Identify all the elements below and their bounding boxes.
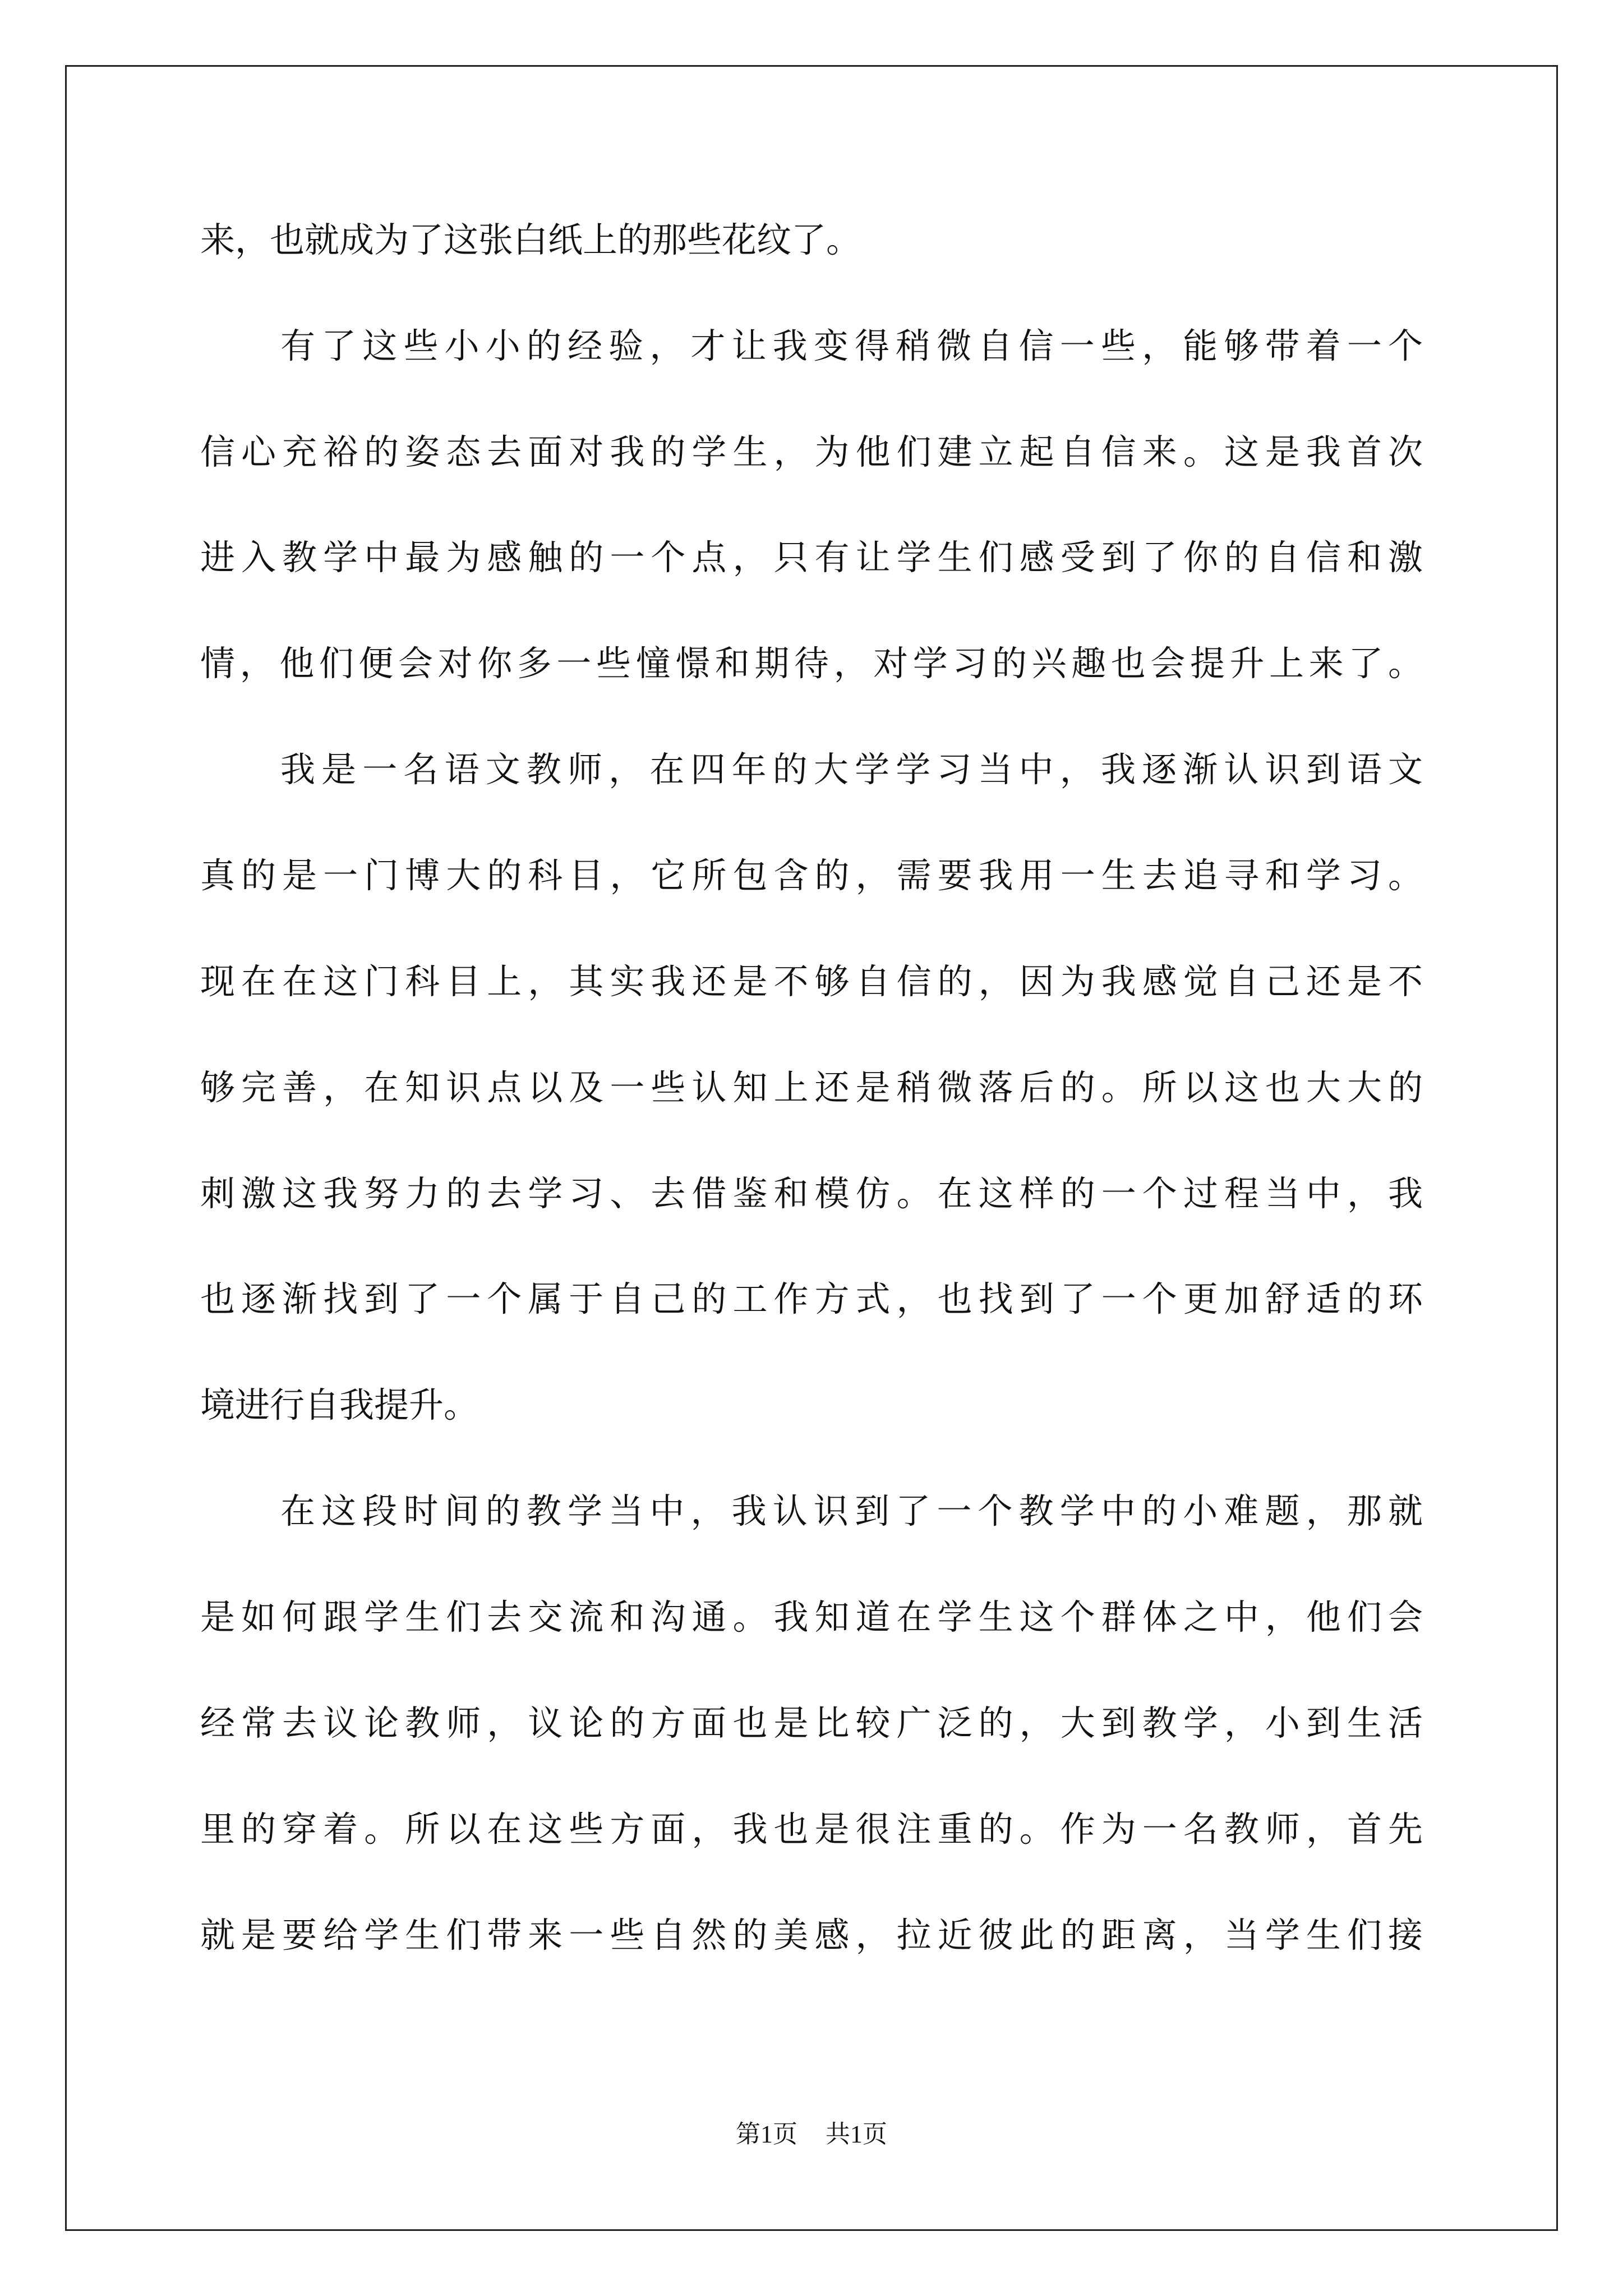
page-border: [65, 65, 1558, 2231]
text-line-16: 里的穿着。所以在这些方面，我也是很注重的。作为一名教师，首先: [200, 1809, 1423, 1849]
text-line-12: 境进行自我提升。: [200, 1384, 479, 1425]
page-total: 共1页: [826, 2120, 887, 2148]
text-line-1: 来，也就成为了这张白纸上的那些花纹了。: [200, 219, 861, 260]
text-line-13: 在这段时间的教学当中，我认识到了一个教学中的小难题，那就: [280, 1490, 1423, 1531]
text-line-14: 是如何跟学生们去交流和沟通。我知道在学生这个群体之中，他们会: [200, 1596, 1423, 1637]
text-line-15: 经常去议论教师，议论的方面也是比较广泛的，大到教学，小到生活: [200, 1703, 1423, 1743]
text-line-7: 真的是一门博大的科目，它所包含的，需要我用一生去追寻和学习。: [200, 855, 1423, 896]
text-line-2: 有了这些小小的经验，才让我变得稍微自信一些，能够带着一个: [280, 325, 1423, 366]
page-number: 第1页: [736, 2120, 797, 2148]
text-line-5: 情，他们便会对你多一些憧憬和期待，对学习的兴趣也会提升上来了。: [200, 643, 1423, 684]
text-line-9: 够完善，在知识点以及一些认知上还是稍微落后的。所以这也大大的: [200, 1067, 1423, 1108]
text-line-3: 信心充裕的姿态去面对我的学生，为他们建立起自信来。这是我首次: [200, 431, 1423, 472]
text-line-17: 就是要给学生们带来一些自然的美感，拉近彼此的距离，当学生们接: [200, 1915, 1423, 1955]
text-line-11: 也逐渐找到了一个属于自己的工作方式，也找到了一个更加舒适的环: [200, 1278, 1423, 1319]
text-line-8: 现在在这门科目上，其实我还是不够自信的，因为我感觉自己还是不: [200, 961, 1423, 1002]
text-line-10: 刺激这我努力的去学习、去借鉴和模仿。在这样的一个过程当中，我: [200, 1173, 1423, 1214]
page-footer: [0, 2118, 1623, 2151]
text-line-4: 进入教学中最为感触的一个点，只有让学生们感受到了你的自信和激: [200, 537, 1423, 578]
text-line-6: 我是一名语文教师，在四年的大学学习当中，我逐渐认识到语文: [280, 749, 1423, 790]
